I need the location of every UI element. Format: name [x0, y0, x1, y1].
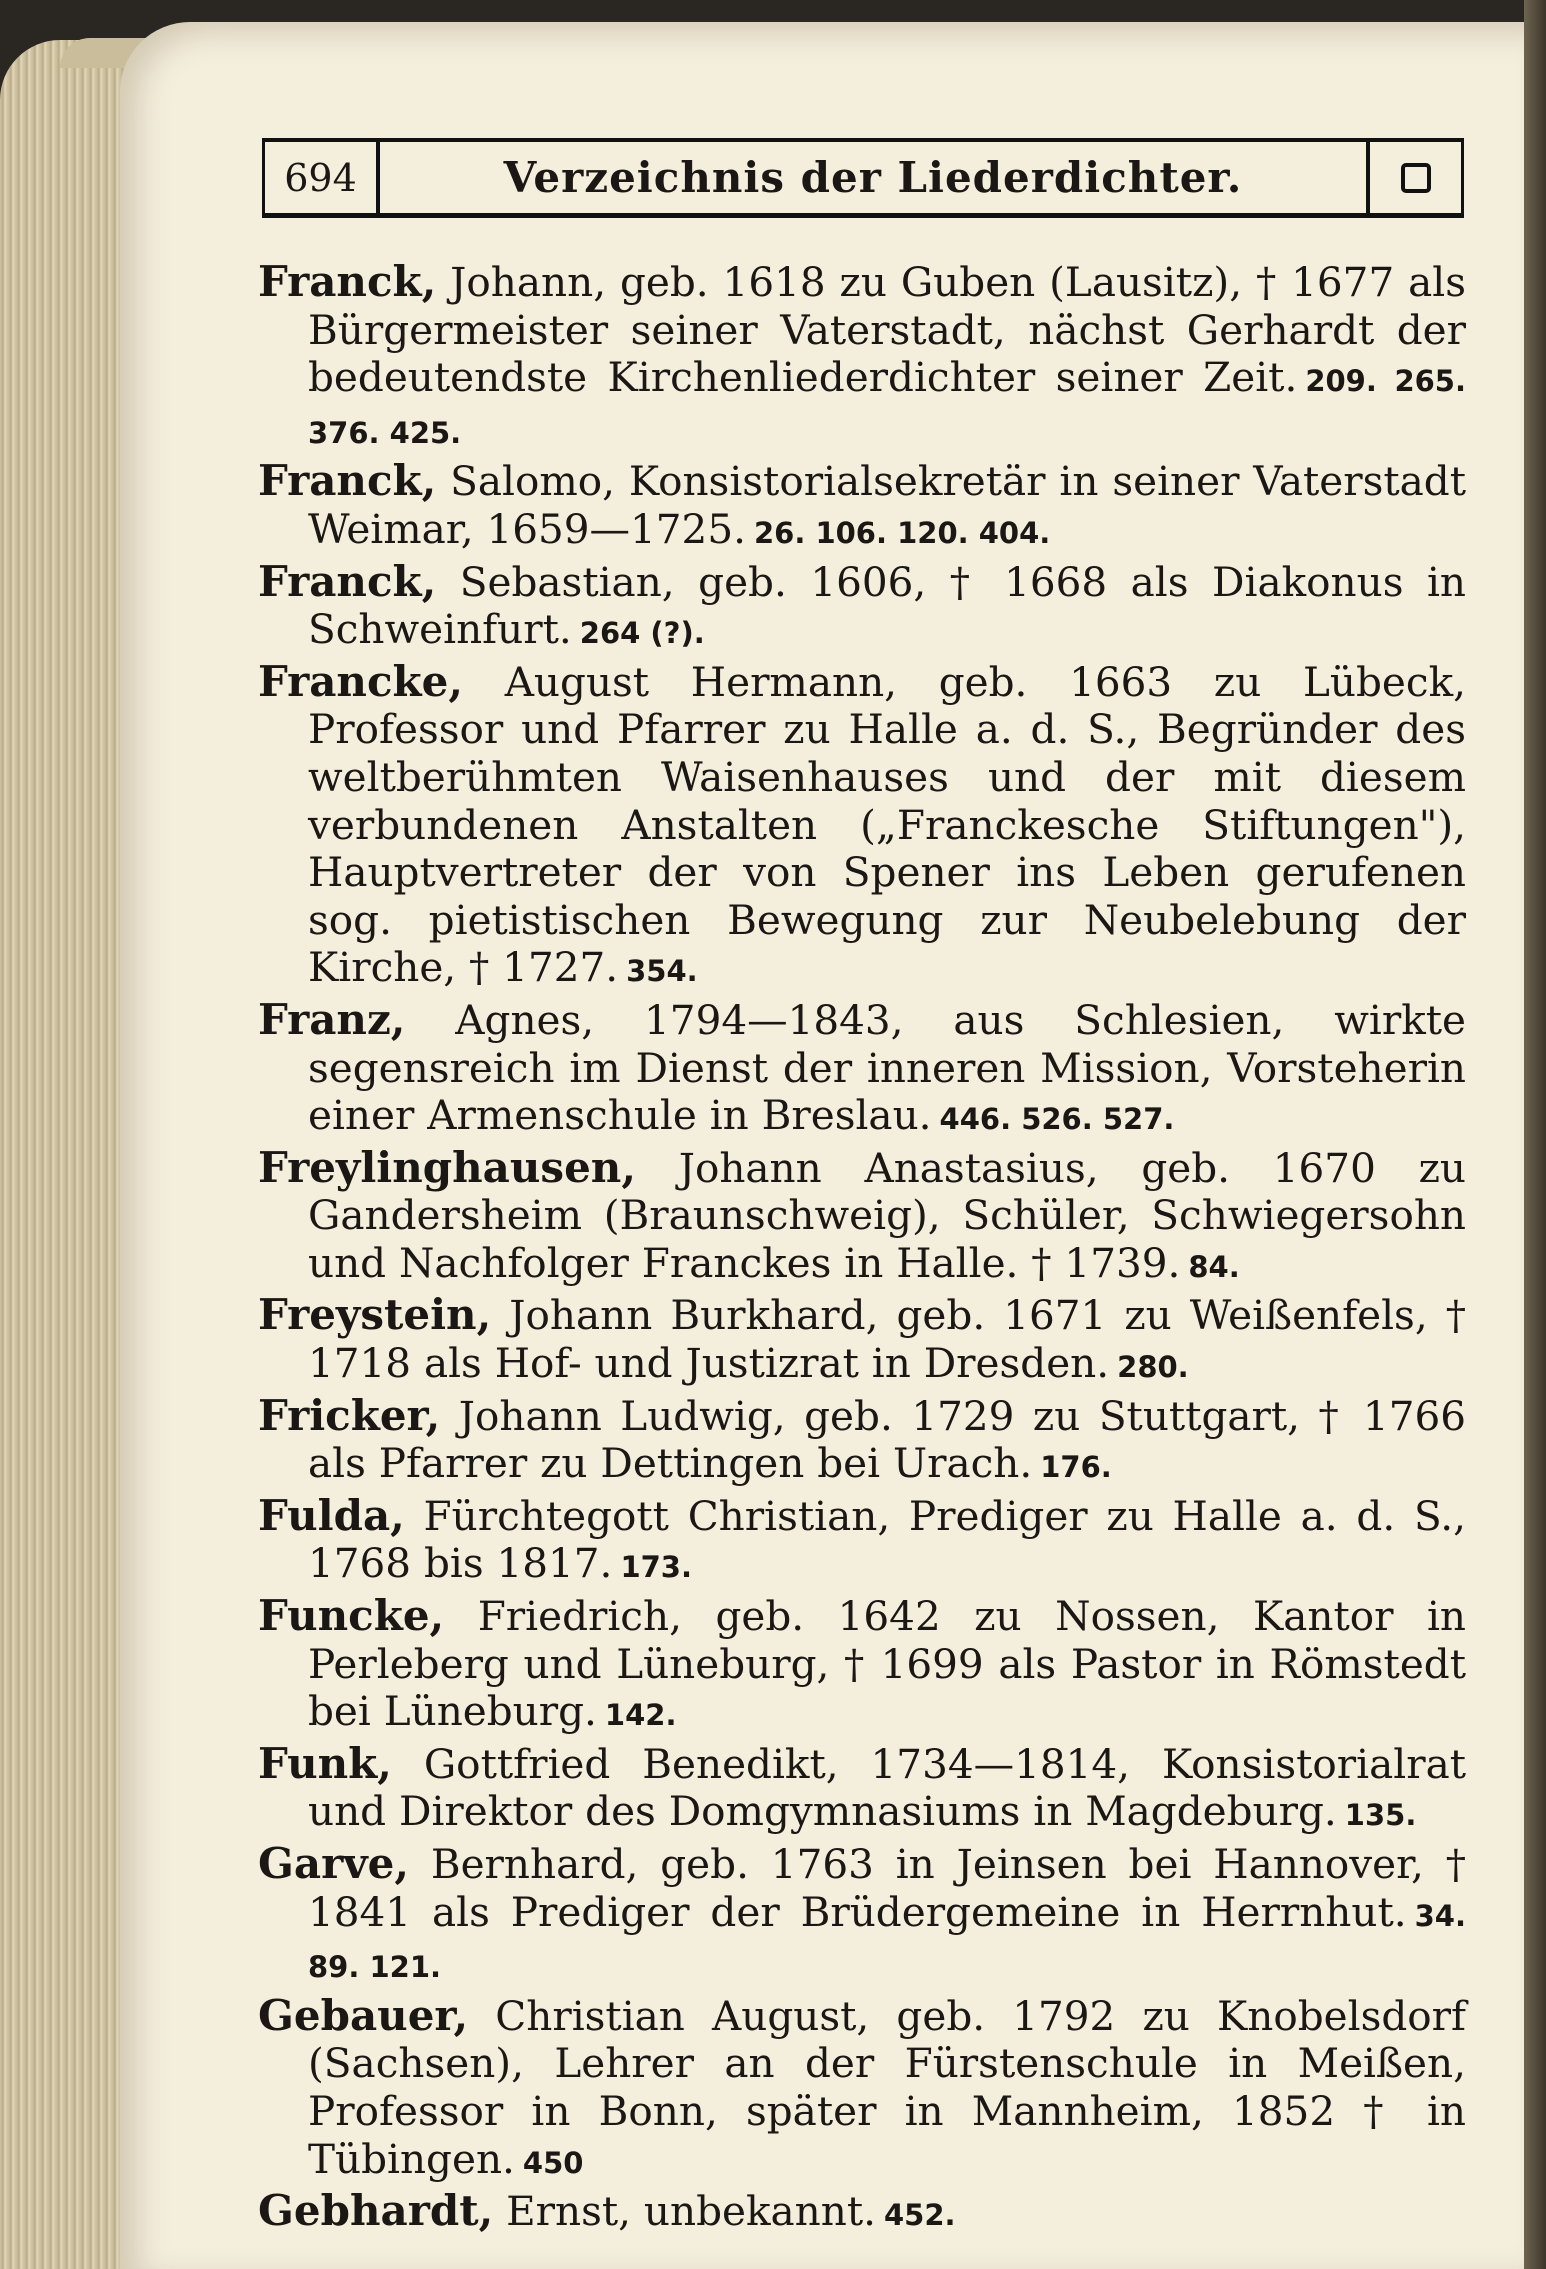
- list-item: [258, 658, 1466, 996]
- entry-name: Franck,: [258, 556, 437, 606]
- entry-name: Funcke,: [258, 1591, 445, 1641]
- entry-text: Friedrich, geb. 1642 zu Nossen, Kantor in Perleberg und Lüneburg, † 1699 als Pastor in Römstedt bei Lüneburg.: [308, 1592, 1467, 1736]
- list-item: [258, 1992, 1466, 2187]
- entry-text: August Hermann, geb. 1663 zu Lübeck, Professor und Pfarrer zu Halle a. d. S., Begründer des weltberühmten Waisenhauses und der mit diesem verbundenen Anstalten („Franckesche Stiftungen"), Hauptvertreter der von Spener ins Leben gerufenen sog. pietistischen Bewegung zur Neubelebung der Kirche, † 1727.: [308, 657, 1466, 992]
- entry-name: Funk,: [258, 1738, 392, 1788]
- facing-page-edge: [1524, 0, 1546, 2269]
- list-item: [258, 996, 1466, 1144]
- list-item: [258, 1740, 1466, 1840]
- entry-name: Freystein,: [258, 1290, 492, 1340]
- entry-text: Ernst, unbekannt.: [506, 2187, 876, 2236]
- page-title: Verzeichnis der Liederdichter.: [503, 153, 1243, 202]
- list-item: [258, 1144, 1466, 1292]
- page-header: [262, 138, 1464, 218]
- entry-name: Garve,: [258, 1839, 409, 1888]
- square-icon: [1401, 163, 1431, 193]
- entry-text: Fürchtegott Christian, Prediger zu Halle a. d. S., 1768 bis 1817.: [308, 1491, 1466, 1588]
- entry-name: Gebauer,: [258, 1990, 469, 2040]
- entry-refs: 280.: [1117, 1350, 1189, 1385]
- entry-refs: 446. 526. 527.: [939, 1102, 1175, 1137]
- entry-name: Franck,: [258, 257, 437, 306]
- entry-name: Franck,: [258, 456, 437, 506]
- entry-refs: 176.: [1040, 1450, 1112, 1485]
- entry-refs: 26. 106. 120. 404.: [753, 515, 1051, 550]
- list-item: [258, 1291, 1466, 1391]
- list-item: [258, 1592, 1466, 1740]
- entry-text: Sebastian, geb. 1606, † 1668 als Diakonus in Schweinfurt.: [308, 557, 1467, 654]
- entry-text: Bernhard, geb. 1763 in Jeinsen bei Hannover, † 1841 als Prediger der Brüdergemeine in Herrnhut.: [308, 1840, 1467, 1936]
- list-item: [258, 1840, 1466, 1992]
- list-item: [258, 558, 1466, 658]
- entry-name: Fricker,: [258, 1390, 441, 1440]
- entry-refs: 84.: [1188, 1249, 1240, 1284]
- entry-text: Gottfried Benedikt, 1734—1814, Konsistorialrat und Direktor des Domgymnasiums in Magdeburg.: [308, 1739, 1466, 1836]
- entry-name: Freylinghausen,: [258, 1142, 636, 1192]
- list-item: [258, 1492, 1466, 1592]
- entry-refs: 142.: [604, 1698, 677, 1733]
- entry-text: Agnes, 1794—1843, aus Schlesien, wirkte segensreich im Dienst der inneren Mission, Vorsteherin einer Armenschule in Breslau.: [308, 995, 1466, 1140]
- entry-name: Fulda,: [258, 1490, 405, 1540]
- entry-text: Johann, geb. 1618 zu Guben (Lausitz), † 1677 als Bürgermeister seiner Vaterstadt, nächst Gerhardt der bedeutendste Kirchenliederdichter seiner Zeit.: [308, 258, 1466, 402]
- entry-refs: 354.: [626, 954, 698, 989]
- entry-refs: 209. 265. 376. 425.: [308, 364, 1466, 450]
- poet-index: [258, 258, 1466, 2240]
- entry-name: Gebhardt,: [258, 2186, 494, 2236]
- entry-text: Salomo, Konsistorialsekretär in seiner Vaterstadt Weimar, 1659—1725.: [308, 457, 1466, 553]
- list-item: [258, 1392, 1466, 1492]
- header-box: [1366, 142, 1461, 213]
- list-item: [258, 258, 1466, 457]
- entry-refs: 452.: [884, 2198, 956, 2233]
- entry-refs: 450: [522, 2145, 584, 2180]
- entry-text: Johann Burkhard, geb. 1671 zu Weißenfels, † 1718 als Hof- und Justizrat in Dresden.: [308, 1291, 1467, 1388]
- entry-name: Franz,: [258, 994, 406, 1044]
- entry-refs: 135.: [1344, 1798, 1417, 1833]
- list-item: [258, 457, 1466, 557]
- entry-refs: 264 (?).: [579, 616, 705, 651]
- entry-text: Johann Ludwig, geb. 1729 zu Stuttgart, † 1766 als Pfarrer zu Dettingen bei Urach.: [308, 1391, 1467, 1488]
- entry-text: Christian August, geb. 1792 zu Knobelsdorf (Sachsen), Lehrer an der Fürstenschule in Meißen, Professor in Bonn, später in Mannheim, 1852 † in Tübingen.: [308, 1991, 1467, 2183]
- entry-refs: 34. 89. 121.: [308, 1898, 1466, 1985]
- entry-name: Francke,: [258, 656, 463, 706]
- entry-text: Johann Anastasius, geb. 1670 zu Gandersheim (Braunschweig), Schüler, Schwiegersohn und Nachfolger Franckes in Halle. † 1739.: [308, 1143, 1466, 1287]
- entry-refs: 173.: [620, 1550, 692, 1585]
- page-number: 694: [265, 142, 380, 213]
- list-item: [258, 2187, 1466, 2240]
